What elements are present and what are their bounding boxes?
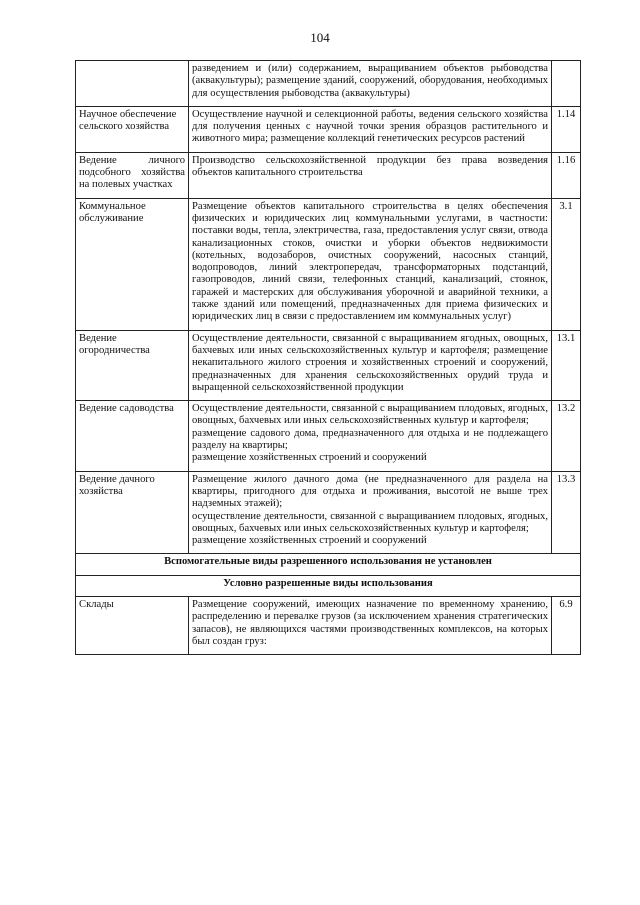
- table-row: [76, 61, 581, 107]
- use-type-name: Научное обеспечение сельского хозяйства: [76, 106, 189, 152]
- use-type-code: 13.1: [552, 330, 581, 400]
- use-type-description: Размещение объектов капитального строительства в целях обеспечения физических и юридических лиц коммунальными услугами, в частности: поставки воды, тепла, электричества, газа, предоставления услуг связи, отвода канализационных стоков, очистки и уборки объектов недвижимости (котельных, водозаборов, очистных сооружений, насосных станций, водопроводов, линий электропередач, трансформаторных подстанций, газопроводов, линий связи, телефонных станций, канализаций, стоянок, гаражей и мастерских для обслуживания уборочной и аварийной техники, а также зданий или помещений, предназначенных для приема физических и юридических лиц в связи с предоставлением им коммунальных услуг): [189, 198, 552, 330]
- use-type-code: 13.3: [552, 471, 581, 554]
- use-type-code: 6.9: [552, 596, 581, 654]
- use-type-description: [189, 401, 552, 471]
- table-row: [76, 330, 581, 400]
- description-line: размещение хозяйственных строений и сооружений: [192, 535, 427, 547]
- use-type-code: 13.2: [552, 401, 581, 471]
- use-type-code: 3.1: [552, 198, 581, 330]
- use-type-description: [189, 471, 552, 554]
- table-row: [76, 401, 581, 471]
- use-type-name: Ведение садоводства: [76, 401, 189, 471]
- section-heading-conditional: Условно разрешенные виды использования: [76, 575, 581, 596]
- description-line: осуществление деятельности, связанной с выращиванием плодовых, ягодных, овощных, бахчевых или иных сельскохозяйственных культур и картофеля;: [192, 510, 548, 534]
- use-type-name: Склады: [76, 596, 189, 654]
- use-type-name: Ведение личного подсобного хозяйства на полевых участках: [76, 152, 189, 198]
- table-row: [76, 152, 581, 198]
- section-header-row: [76, 575, 581, 596]
- use-type-code: 1.14: [552, 106, 581, 152]
- use-type-description: Размещение сооружений, имеющих назначение по временному хранению, распределению и перевалке грузов (за исключением хранения стратегических запасов), не являющихся частями производственных комплексов, на которых был создан груз:: [189, 596, 552, 654]
- page-number: 104: [310, 30, 330, 45]
- use-type-description: Производство сельскохозяйственной продукции без права возведения объектов капитального строительства: [189, 152, 552, 198]
- use-type-name: Коммунальное обслуживание: [76, 198, 189, 330]
- description-line: размещение садового дома, предназначенного для отдыха и не подлежащего разделу на квартиры;: [192, 427, 548, 452]
- use-type-name: Ведение дачного хозяйства: [76, 471, 189, 554]
- section-header-row: [76, 554, 581, 575]
- table-row: [76, 198, 581, 330]
- use-type-description: Осуществление научной и селекционной работы, ведения сельского хозяйства для получения ценных с научной точки зрения образцов растительного и животного мира; размещение коллекций генетических ресурсов растений: [189, 106, 552, 152]
- land-use-table: [75, 60, 581, 655]
- use-type-code: [552, 61, 581, 107]
- table-row: [76, 596, 581, 654]
- table-row: [76, 106, 581, 152]
- use-type-description: Осуществление деятельности, связанной с выращиванием ягодных, овощных, бахчевых или иных сельскохозяйственных культур и картофеля; размещение некапитального жилого строения и хозяйственных строений и сооружений, предназначенных для хранения сельскохозяйственных орудий труда и выращенной сельскохозяйственной продукции: [189, 330, 552, 400]
- description-line: размещение хозяйственных строений и сооружений: [192, 452, 427, 464]
- use-type-code: 1.16: [552, 152, 581, 198]
- description-line: Размещение жилого дачного дома (не предназначенного для раздела на квартиры, пригодного для отдыха и проживания, высотой не выше трех надземных этажей);: [192, 473, 548, 510]
- table-row: [76, 471, 581, 554]
- description-line: Осуществление деятельности, связанной с выращиванием плодовых, ягодных, овощных, бахчевых или иных сельскохозяйственных культур и картофеля;: [192, 403, 548, 427]
- use-type-description: разведением и (или) содержанием, выращиванием объектов рыбоводства (аквакультуры); размещение зданий, сооружений, оборудования, необходимых для осуществления рыбоводства (аквакультуры): [189, 61, 552, 107]
- use-type-name: Ведение огородничества: [76, 330, 189, 400]
- section-heading-auxiliary: Вспомогательные виды разрешенного использования не установлен: [76, 554, 581, 575]
- use-type-name: [76, 61, 189, 107]
